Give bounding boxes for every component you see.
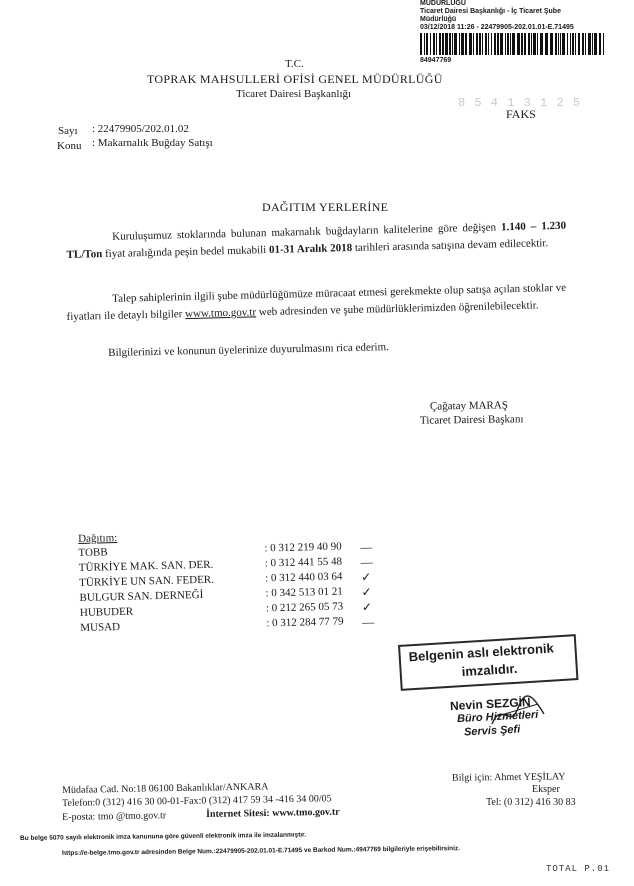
document-type: FAKS [506, 107, 536, 121]
barcode-line-3: Müdürlüğü [420, 16, 457, 23]
footer-website-link[interactable]: İnternet Sitesi: www.tmo.gov.tr [206, 806, 340, 820]
barcode-line-1: MÜDÜRLÜĞÜ [420, 0, 466, 7]
distribution-list [78, 525, 400, 636]
distribution-phone: : 0 342 513 01 21 [265, 585, 343, 600]
p1-price: 1.140 – 1.230 TL/Ton [66, 219, 567, 261]
distribution-phone: : 0 212 265 05 73 [265, 600, 344, 615]
signer-name: Çağatay MARAŞ [429, 399, 509, 413]
barcode-line-4: 03/12/2018 11:26 - 22479905-202.01.01-E.71495 [420, 24, 574, 31]
distribution-name: TÜRKİYE MAK. SAN. DER. [78, 558, 214, 574]
handwritten-mark-icon: ✓ [361, 599, 373, 615]
distribution-phone: : 0 312 219 40 90 [264, 540, 342, 555]
info-title: Eksper [532, 784, 560, 795]
handwritten-mark-icon: — [360, 539, 373, 555]
konu-label: Konu [57, 140, 82, 152]
barcode-number: 84947769 [420, 57, 452, 64]
handwritten-mark-icon: — [362, 614, 375, 630]
distribution-name: HUBUDER [79, 605, 134, 619]
distribution-phone: : 0 312 441 55 48 [264, 555, 343, 570]
barcode-label [420, 0, 610, 66]
distribution-name: MUSAD [80, 621, 121, 634]
footer-email: E-posta: tmo @tmo.gov.tr [62, 810, 167, 823]
organization-name: TOPRAK MAHSULLERİ OFİSİ GENEL MÜDÜRLÜĞÜ [147, 72, 443, 86]
legal-notice-1: Bu belge 5070 sayılı elektronik imza kanununa göre güvenli elektronik imza ile imzalanmıştır. [20, 831, 307, 842]
distribution-phone: : 0 312 284 77 79 [266, 615, 344, 630]
paragraph-3: Bilgilerinizi ve konunun üyelerinize duyurulmasını rica ederim. [108, 341, 389, 359]
distribution-title: Dağıtım: [78, 532, 118, 545]
distribution-name: TOBB [78, 546, 108, 559]
p1-dates: 01-31 Aralık 2018 [268, 242, 353, 257]
recipient-heading: DAĞITIM YERLERİNE [262, 200, 389, 214]
p1-text-c: tarihleri arasında satışına devam edilecektir. [351, 237, 549, 255]
barcode-icon [420, 33, 608, 55]
paragraph-2 [66, 280, 567, 326]
fax-page-footer: TOTAL P.01 [546, 864, 611, 874]
p2-url-link[interactable]: www.tmo.gov.tr [184, 306, 257, 321]
esig-line-1: Belgenin aslı elektronik [408, 640, 555, 665]
faint-stamp-number: 8 5 4 1 3 1 2 5 [458, 96, 582, 110]
info-contact: Bilgi için: Ahmet YEŞİLAY [451, 771, 566, 784]
p2-text-a: Talep sahiplerinin ilgili şube müdürlüğümüze müracaat etmesi gerekmekte olup satışa açılan stoklar ve fiyatları ile detaylı bilgiler [66, 281, 567, 323]
esig-line-2: imzalıdır. [461, 660, 518, 680]
distribution-phone: : 0 312 440 03 64 [265, 570, 343, 585]
sayi-value: : 22479905/202.01.02 [92, 123, 189, 135]
signer-title: Ticaret Dairesi Başkanı [419, 413, 524, 427]
stamp-title-2: Servis Şefi [463, 723, 521, 739]
footer-website [206, 807, 340, 820]
department-name: Ticaret Dairesi Başkanlığı [236, 88, 352, 100]
info-phone: Tel: (0 312) 416 30 83 [486, 797, 576, 808]
p2-text-b: web adresinden ve şube müdürlüklerimizden öğrenilebilecektir. [255, 299, 539, 319]
legal-notice-2: https://e-belge.tmo.gov.tr adresinden Belge Num.:22479905-202.01.01-E.71495 ve Barkod Num.:4947769 bilgileriyle erişebilirsiniz. [62, 845, 461, 857]
distribution-name: TÜRKİYE UN SAN. FEDER. [79, 573, 215, 589]
handwritten-mark-icon: — [360, 554, 373, 570]
p1-text-a: Kuruluşumuz stoklarında bulunan makarnalık buğdayların kalitelerine göre değişen [112, 221, 502, 243]
konu-value: : Makarnalık Buğday Satışı [92, 137, 213, 149]
paragraph-1 [66, 218, 567, 264]
stamp-title-1: Büro Hizmetleri [456, 708, 539, 726]
footer-telephone: Telefon:0 (312) 416 30 00-01-Fax:0 (312) 417 59 34 -416 34 00/05 [62, 793, 332, 809]
country-heading: T.C. [285, 58, 304, 70]
electronic-signature-stamp [398, 634, 578, 691]
sayi-label: Sayı [58, 125, 78, 137]
barcode-line-2: Ticaret Dairesi Başkanlığı - İç Ticaret Şube [420, 8, 561, 15]
handwritten-mark-icon: ✓ [360, 569, 372, 585]
p1-text-b: fiyat aralığında peşin bedel mukabili [102, 244, 270, 261]
stamp-name: Nevin SEZGİN [449, 694, 531, 714]
handwritten-mark-icon: ✓ [361, 584, 372, 600]
distribution-name: BULGUR SAN. DERNEĞİ [79, 588, 204, 604]
footer-address: Müdafaa Cad. No:18 06100 Bakanlıklar/ANKARA [62, 781, 269, 796]
